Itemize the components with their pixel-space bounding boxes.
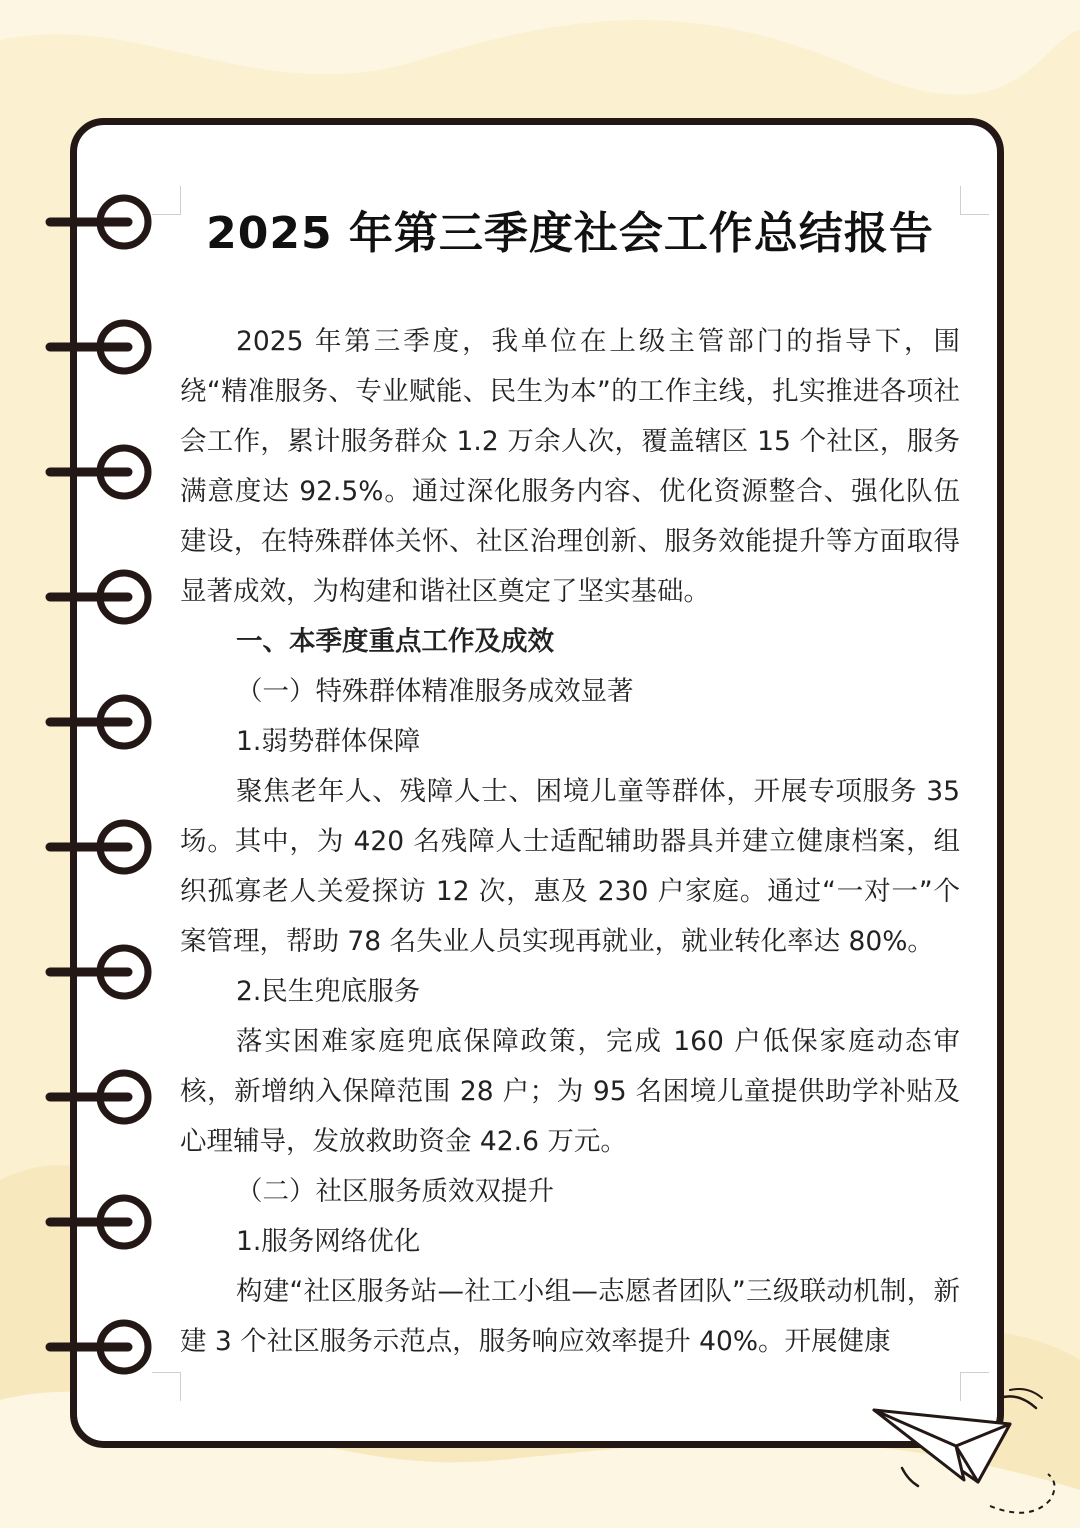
document-title: 2025 年第三季度社会工作总结报告 [206, 208, 934, 259]
subsection-heading-2: （二）社区服务质效双提升 [236, 1176, 554, 1207]
document-body [180, 317, 960, 1367]
spiral-ring-icon [50, 448, 148, 496]
paper-plane-icon [860, 1388, 1080, 1528]
spiral-ring-icon [50, 1198, 148, 1246]
subsection-heading-1: （一）特殊群体精准服务成效显著 [236, 676, 634, 707]
spiral-ring-icon [50, 823, 148, 871]
item-heading-1: 1.弱势群体保障 [236, 726, 421, 757]
spiral-ring-icon [50, 948, 148, 996]
body-paragraph-1: 聚焦老年人、残障人士、困境儿童等群体，开展专项服务 35 场。其中，为 420 名残障人士适配辅助器具并建立健康档案，组织孤寡老人关爱探访 12 次，惠及 230 户家庭。通过“一对一”个案管理，帮助 78 名失业人员实现再就业，就业转化率达 80%。 [180, 776, 960, 957]
body-paragraph-3: 构建“社区服务站—社工小组—志愿者团队”三级联动机制，新建 3 个社区服务示范点，服务响应效率提升 40%。开展健康 [180, 1276, 960, 1357]
section-heading-1: 一、本季度重点工作及成效 [236, 626, 554, 657]
spiral-ring-icon [50, 573, 148, 621]
spiral-ring-icon [50, 323, 148, 371]
intro-paragraph: 2025 年第三季度，我单位在上级主管部门的指导下，围绕“精准服务、专业赋能、民生为本”的工作主线，扎实推进各项社会工作，累计服务群众 1.2 万余人次，覆盖辖区 15 个社区，服务满意度达 92.5%。通过深化服务内容、优化资源整合、强化队伍建设，在特殊群体关怀、社区治理创新、服务效能提升等方面取得显著成效，为构建和谐社区奠定了坚实基础。 [180, 326, 960, 607]
spiral-ring-icon [50, 698, 148, 746]
item-heading-3: 1.服务网络优化 [236, 1226, 421, 1257]
body-paragraph-2: 落实困难家庭兜底保障政策，完成 160 户低保家庭动态审核，新增纳入保障范围 28 户；为 95 名困境儿童提供助学补贴及心理辅导，发放救助资金 42.6 万元。 [180, 1026, 960, 1157]
spiral-ring-icon [50, 1323, 148, 1371]
spiral-ring-icon [50, 1073, 148, 1121]
item-heading-2: 2.民生兜底服务 [236, 976, 421, 1007]
spiral-ring-icon [50, 198, 148, 246]
